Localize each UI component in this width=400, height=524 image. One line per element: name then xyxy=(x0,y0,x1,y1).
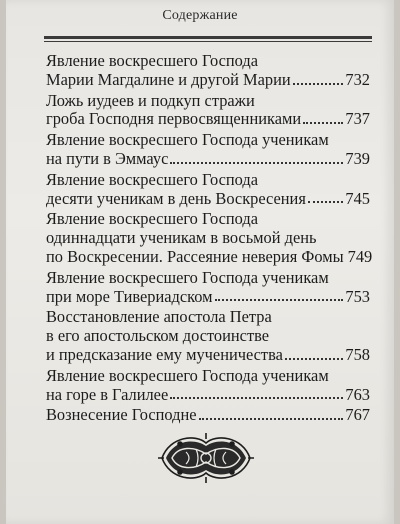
toc-entry-last-line xyxy=(46,71,370,90)
toc-page-number: 745 xyxy=(345,188,370,208)
toc-page-number: 739 xyxy=(345,148,370,168)
toc-entry[interactable] xyxy=(46,171,370,209)
toc-page-number: 753 xyxy=(345,286,370,306)
toc-entry-title-line: в его апостольском достоинстве xyxy=(46,326,270,346)
toc-entry-title-line: Явление воскресшего Господа ученикам xyxy=(46,365,329,385)
toc-entry[interactable] xyxy=(46,406,370,425)
header-rule-thin xyxy=(44,41,372,42)
toc-entry[interactable] xyxy=(46,131,370,169)
toc-entry-last-line xyxy=(46,346,370,365)
toc-entry-last-line xyxy=(46,288,370,307)
toc-entry-last-line xyxy=(46,246,373,267)
toc-entry[interactable] xyxy=(46,92,370,130)
table-of-contents xyxy=(46,51,373,427)
dot-leader xyxy=(170,161,343,164)
toc-entry-title-line: Явление воскресшего Господа ученикам xyxy=(46,130,329,150)
toc-entry-title-line: на горе в Галилее xyxy=(46,384,169,404)
toc-entry-last-line xyxy=(46,150,370,169)
dot-leader xyxy=(303,121,343,124)
toc-entry-last-line xyxy=(46,406,370,425)
toc-entry[interactable] xyxy=(46,209,373,266)
decorative-vignette-icon xyxy=(156,432,256,484)
toc-entry[interactable] xyxy=(46,52,370,90)
dot-leader xyxy=(199,417,344,420)
toc-entry-title-line: при море Тивериадском xyxy=(46,286,213,306)
toc-page-number: 732 xyxy=(345,69,370,89)
toc-page-number: 763 xyxy=(345,384,370,404)
toc-entry[interactable] xyxy=(46,308,370,364)
dot-leader xyxy=(285,357,344,360)
toc-entry-title-line: одиннадцати ученикам в восьмой день xyxy=(46,228,317,248)
dot-leader xyxy=(215,298,344,301)
toc-entry-last-line xyxy=(46,110,370,129)
toc-entry-title-line: по Воскресении. Рассеяние неверия Фомы xyxy=(46,246,344,266)
toc-page-number: 749 xyxy=(347,246,373,266)
toc-entry-last-line xyxy=(46,386,370,405)
toc-entry-title-line: Явление воскресшего Господа xyxy=(46,51,258,70)
toc-entry-title-line: Восстановление апостола Петра xyxy=(46,307,272,327)
toc-entry-title-line: Явление воскресшего Господа xyxy=(46,169,258,189)
toc-entry-title-line: Явление воскресшего Господа xyxy=(46,209,258,229)
toc-entry-title-line: Явление воскресшего Господа ученикам xyxy=(46,267,329,287)
toc-entry-title-line: на пути в Эммаус xyxy=(46,148,169,168)
toc-entry-title-line: и предсказание ему мученичества xyxy=(46,344,283,364)
toc-entry-title-line: Вознесение Господне xyxy=(46,405,197,425)
toc-entry[interactable] xyxy=(46,269,370,307)
toc-page-number: 737 xyxy=(345,109,370,129)
dot-leader xyxy=(308,200,344,203)
book-page xyxy=(6,0,394,524)
header-rule-thick xyxy=(44,36,372,39)
toc-entry-title-line: гроба Господня первосвященниками xyxy=(46,109,302,129)
toc-entry-title-line: десяти ученикам в день Воскресения xyxy=(46,188,306,208)
toc-entry-title-line: Ложь иудеев и подкуп стражи xyxy=(46,90,255,110)
toc-entry-last-line xyxy=(46,190,370,209)
toc-entry[interactable] xyxy=(46,367,370,405)
toc-page-number: 767 xyxy=(345,405,370,425)
dot-leader xyxy=(293,82,344,85)
dot-leader xyxy=(170,396,343,399)
toc-page-number: 758 xyxy=(345,344,370,364)
toc-entry-title-line: Марии Магдалине и другой Марии xyxy=(46,69,291,89)
running-head: Содержание xyxy=(162,8,238,23)
